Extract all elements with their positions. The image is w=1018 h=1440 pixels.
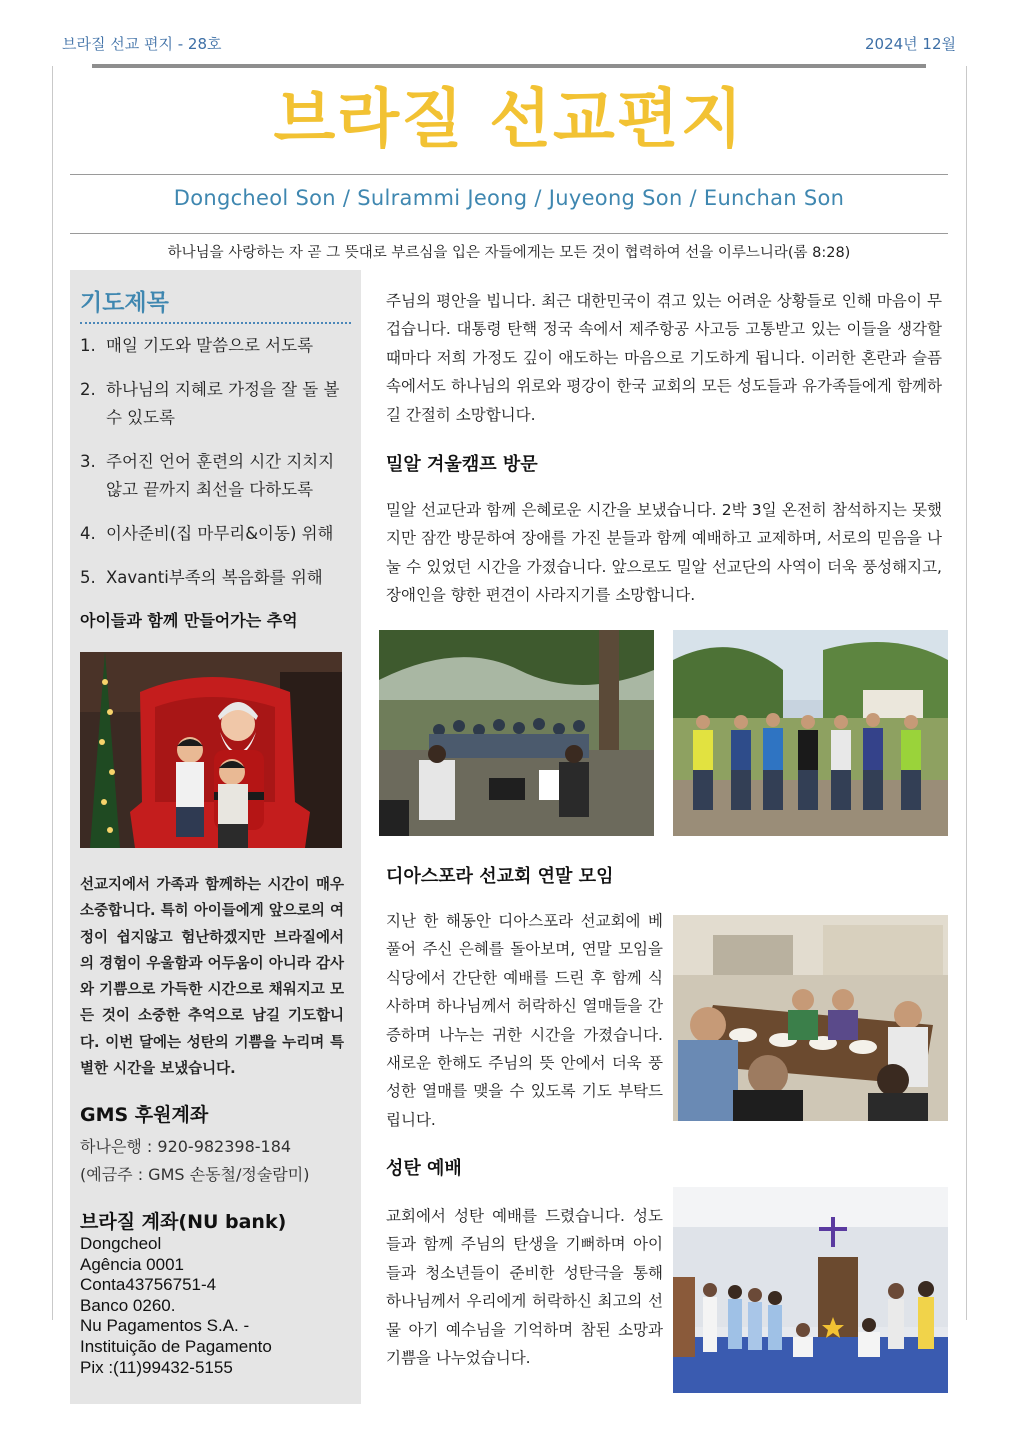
list-item (80, 564, 346, 592)
nu-bank-line: Dongcheol (80, 1234, 162, 1253)
list-number: 2. (80, 380, 96, 399)
camp-paragraph: 밀알 선교단과 함께 은혜로운 시간을 보냈습니다. 2박 3일 온전히 참석하지는 못했지만 잠깐 방문하여 장애를 가진 분들과 함께 예배하고 교제하며, 서로의 믿음을 나눌 수 있었던 시간을 가졌습니다. 앞으로도 밀알 선교단의 사역이 더욱 풍성해지고, 장애인을 향한 편견이 사라지기를 소망합니다. (386, 501, 942, 605)
list-item-text: 하나님의 지혜로 가정을 잘 돌 볼 수 있도록 (106, 380, 340, 427)
christmas-play-photo (673, 1187, 948, 1393)
list-item-text: 주어진 언어 훈련의 시간 지치지 않고 끝까지 최선을 다하도록 (106, 452, 335, 499)
nu-bank-line: Agência 0001 (80, 1254, 184, 1274)
dotted-divider (80, 322, 351, 324)
family-names: Dongcheol Son / Sulrammi Jeong / Juyeong Son / Eunchan Son (173, 186, 845, 210)
camp-group-photo (673, 630, 948, 836)
nu-bank-line: Nu Pagamentos S.A. - (80, 1316, 250, 1336)
nu-bank-details (80, 1234, 272, 1378)
memory-text: 선교지에서 가족과 함께하는 시간이 매우 소중합니다. 특히 아이들에게 앞으로의 여정이 쉽지않고 험난하겠지만 브라질에서의 경험이 우울함과 어두움이 아니라 감사와 기쁨으로 가득한 시간으로 채워지고 모든 것이 소중한 추억으로 남길 기도합니다. 이번 달에는 성탄의 기쁨을 누리며 특별한 시간을 보냈습니다. (80, 877, 344, 1078)
nu-bank-line: Conta43756751-4 (80, 1275, 217, 1295)
diaspora-title: 디아스포라 선교회 연말 모임 (386, 866, 614, 887)
intro-paragraph: 주님의 평안을 빕니다. 최근 대한민국이 겪고 있는 어려운 상황들로 인해 마음이 무겁습니다. 대통령 탄핵 정국 속에서 제주항공 사고등 고통받고 있는 이들을 생각할 때마다 저희 가정도 깊이 애도하는 마음으로 기도하게 됩니다. 이러한 혼란과 슬픔 속에서도 하나님의 위로와 평강이 한국 교회의 모든 성도들과 유가족들에게 함께하길 간절히 소망합니다. (386, 292, 942, 424)
prayer-list (80, 332, 346, 608)
list-number: 3. (80, 452, 96, 471)
top-rule (92, 64, 926, 68)
divider (70, 174, 948, 175)
camp-title: 밀알 겨울캠프 방문 (386, 454, 538, 475)
gms-account-holder: (예금주 : GMS 손동철/정술람미) (80, 1165, 310, 1184)
nu-bank-line: Pix :(11)99432-5155 (80, 1357, 233, 1377)
prayer-title: 기도제목 (80, 290, 169, 316)
list-item-text: 이사준비(집 마무리&이동) 위해 (106, 524, 334, 543)
page-title: 브라질 선교편지 (273, 83, 745, 157)
santa-photo (80, 652, 342, 848)
issue-date: 2024년 12월 (864, 35, 956, 53)
diaspora-paragraph: 지난 한 해동안 디아스포라 선교회에 베풀어 주신 은혜를 돌아보며, 연말 모임을 식당에서 간단한 예배를 드린 후 함께 식사하며 하나님께서 허락하신 열매들을 간증하며 나누는 귀한 시간을 가졌습니다. 새로운 한해도 주님의 뜻 안에서 더욱 풍성한 열매를 맺을 수 있도록 기도 부탁드립니다. (386, 912, 663, 1129)
sidebar (70, 270, 361, 1404)
memory-title: 아이들과 함께 만들어가는 추억 (80, 611, 298, 630)
gms-bank-account: 하나은행 : 920-982398-184 (80, 1137, 292, 1156)
gms-account-title: GMS 후원계좌 (80, 1104, 209, 1126)
bible-verse: 하나님을 사랑하는 자 곧 그 뜻대로 부르심을 입은 자들에게는 모든 것이 협력하여 선을 이루느니라(롬 8:28) (167, 245, 851, 261)
divider (70, 233, 948, 234)
camp-worship-photo (379, 630, 654, 836)
list-item (80, 376, 346, 432)
nu-bank-line: Banco 0260. (80, 1295, 176, 1315)
christmas-title: 성탄 예배 (386, 1158, 462, 1179)
list-item (80, 520, 346, 548)
nu-bank-title: 브라질 계좌(NU bank) (80, 1211, 287, 1233)
list-item-text: Xavanti부족의 복음화를 위해 (106, 568, 323, 587)
list-number: 1. (80, 336, 96, 355)
list-item (80, 448, 346, 504)
list-item-text: 매일 기도와 말씀으로 서도록 (106, 336, 314, 355)
issue-number: 브라질 선교 편지 - 28호 (62, 35, 222, 53)
nu-bank-line: Instituição de Pagamento (80, 1336, 272, 1356)
list-number: 4. (80, 524, 96, 543)
christmas-paragraph: 교회에서 성탄 예배를 드렸습니다. 성도들과 함께 주님의 탄생을 기뻐하며 아이들과 청소년들이 준비한 성탄극을 통해 하나님께서 우리에게 허락하신 최고의 선물 아기 예수님을 기억하며 참된 소망과 기쁨을 나누었습니다. (386, 1207, 663, 1368)
list-item (80, 332, 346, 360)
list-number: 5. (80, 568, 96, 587)
diaspora-dinner-photo (673, 915, 948, 1121)
